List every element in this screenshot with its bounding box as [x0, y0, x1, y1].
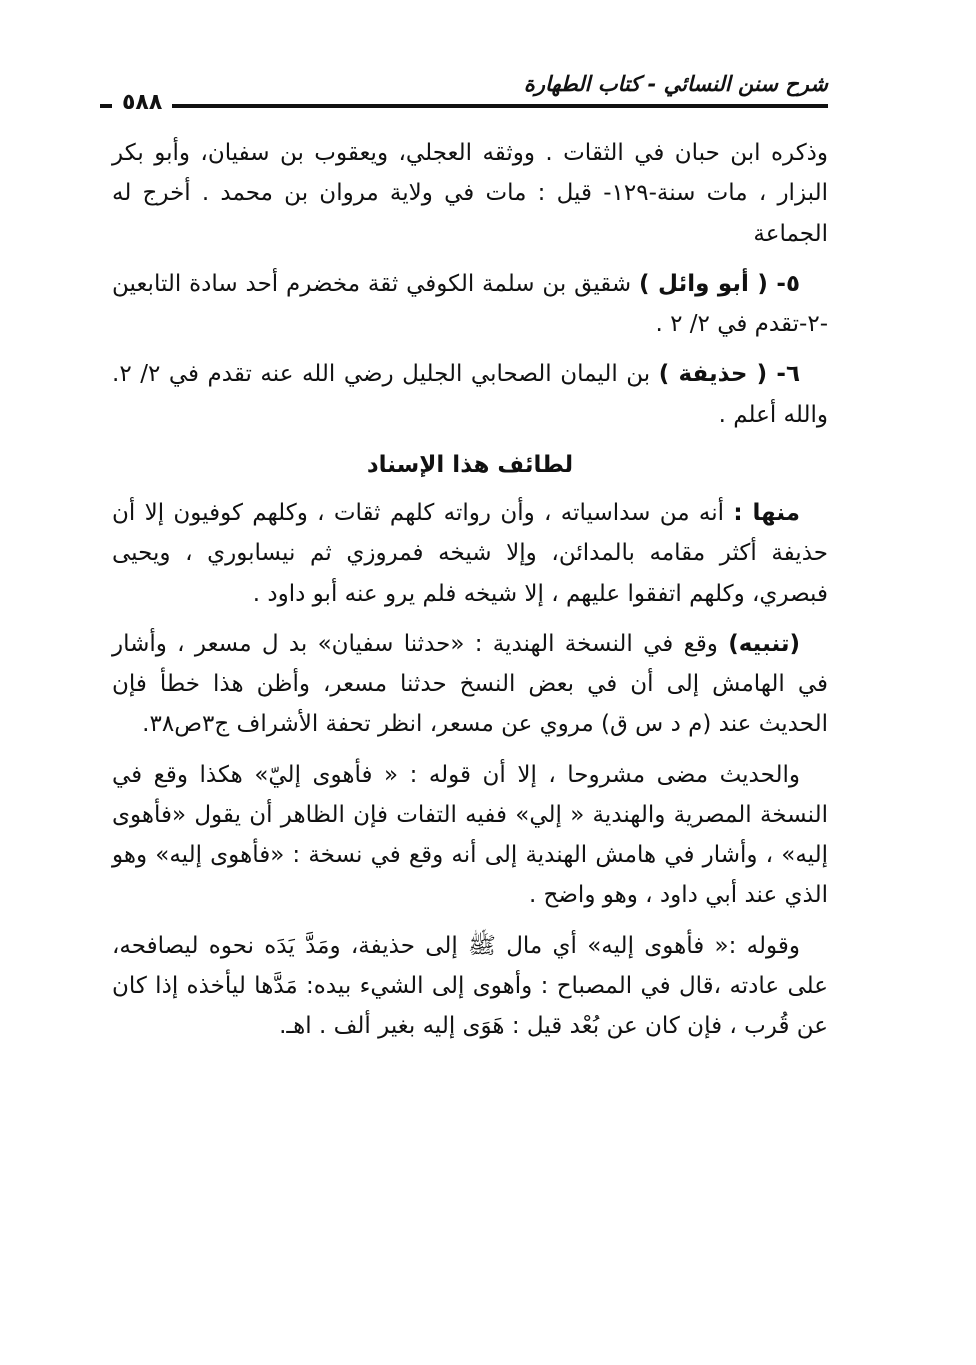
paragraph	[112, 133, 828, 254]
paragraph-lead: (تنبيه)	[728, 630, 800, 657]
running-title: شرح سنن النسائي - كتاب الطهارة	[523, 72, 828, 96]
header-rule	[100, 104, 828, 108]
paragraph-lead: ٥- ( أبو وائل )	[639, 270, 800, 297]
page-body	[112, 133, 828, 1056]
paragraph-lead: منها :	[733, 500, 800, 526]
paragraph	[112, 755, 828, 916]
paragraph	[112, 926, 828, 1047]
paragraph-text: وقوله :« فأهوى إليه» أي مال ﷺ إلى حذيفة، ومَدَّ يَدَه نحوه ليصافحه، على عادته ،قال في المصباح : وأهوى إلى الشيء بيده: مَدَّها ليأخذه إذا كان عن قُرب ، فإن كان عن بُعْد قيل : هَوَى إليه بغير ألف . اهـ.	[112, 932, 828, 1039]
paragraph	[112, 624, 828, 745]
paragraph-text: والحديث مضى مشروحا ، إلا أن قوله : « فأهوى إليّ» هكذا وقع في النسخة المصرية والهندية « إلي» ففيه التفات فإن الظاهر أن يقول «فأهوى إليه» ، وأشار في هامش الهندية إلى أنه وقع في نسخة : «فأهوى إليه» وهو الذي عند أبي داود ، وهو واضح .	[112, 761, 828, 909]
page-number: ٥٨٨	[112, 90, 172, 115]
paragraph-text: بن اليمان الصحابي الجليل رضي الله عنه تقدم في ٢/ ٢. والله أعلم .	[112, 361, 828, 428]
paragraph	[112, 493, 828, 614]
paragraph-text: شقيق بن سلمة الكوفي ثقة مخضرم أحد سادة التابعين -٢-تقدم في ٢/ ٢ .	[112, 270, 828, 337]
section-heading: لطائف هذا الإسناد	[366, 451, 574, 478]
paragraph	[112, 264, 828, 345]
page-header	[100, 68, 828, 118]
paragraph	[112, 354, 828, 435]
paragraph-text: وقع في النسخة الهندية : «حدثنا سفيان» بد ل مسعر ، وأشار في الهامش إلى أن في بعض النسخ حدثنا مسعر، وأظن هذا خطأ فإن الحديث عند (م د س ق) مروي عن مسعر، انظر تحفة الأشراف ج٣ص٣٨.	[112, 630, 828, 738]
paragraph-text: أنه من سداسياته ، وأن رواته كلهم ثقات ، وكلهم كوفيون إلا أن حذيفة أكثر مقامه بالمدائن، وإلا شيخه فمروزي ثم نيسابوري ، ويحيى فبصري، وكلهم اتفقوا عليهم ، إلا شيخه فلم يرو عنه أبو داود .	[112, 500, 828, 607]
paragraph-text: وذكره ابن حبان في الثقات . ووثقه العجلي، ويعقوب بن سفيان، وأبو بكر البزار ، مات سنة-١٢٩- قيل : مات في ولاية مروان بن محمد . أخرج له الجماعة	[112, 140, 828, 247]
paragraph-lead: ٦- ( حذيفة )	[658, 361, 800, 388]
